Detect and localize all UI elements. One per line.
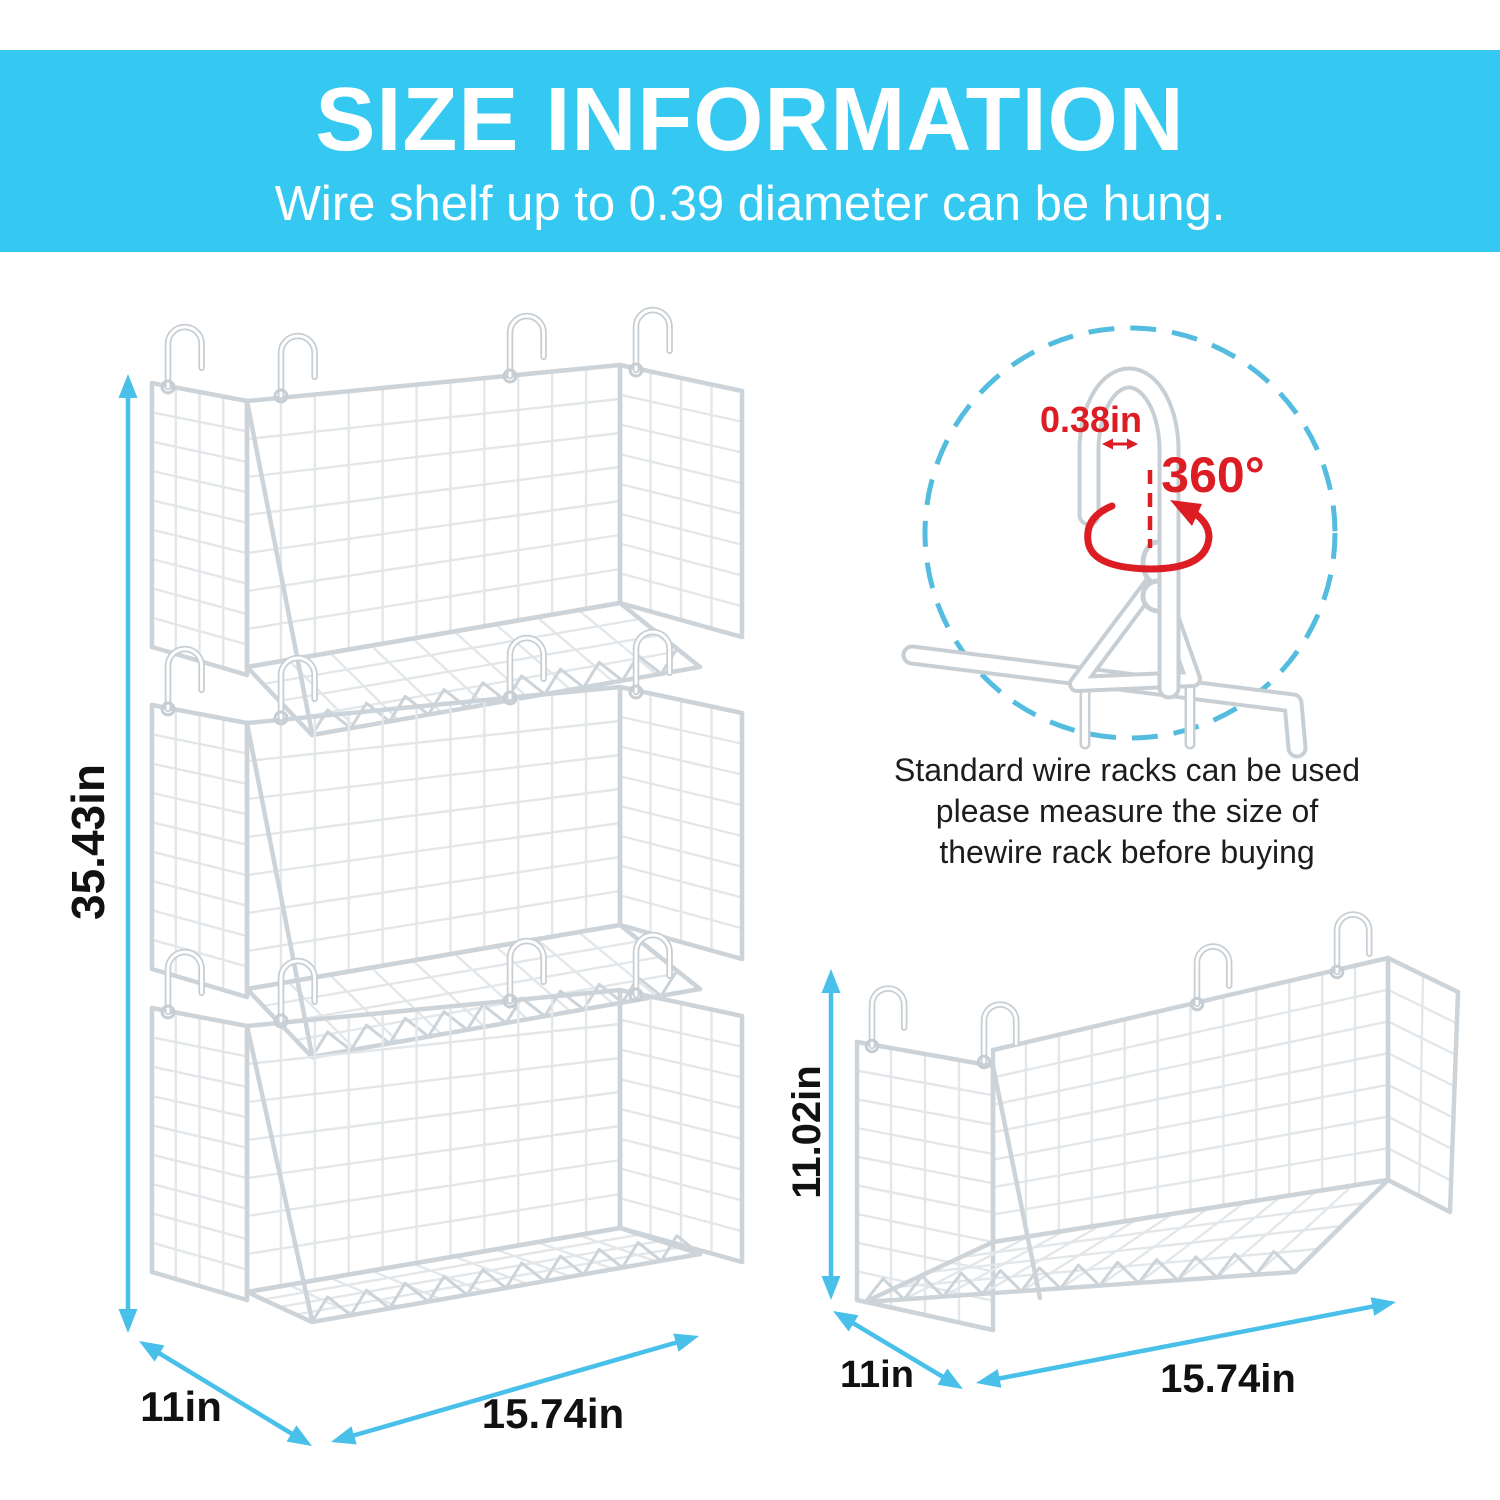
back-wall <box>247 687 620 989</box>
s-hook-icon <box>630 310 670 376</box>
banner-title: SIZE INFORMATION <box>315 70 1185 170</box>
banner <box>0 50 1500 252</box>
stacked-width-label: 15.74in <box>481 1390 625 1437</box>
left-wall <box>152 1008 247 1300</box>
hook-detail-illustration <box>912 328 1335 748</box>
stacked-height-label: 35.43in <box>62 764 115 920</box>
s-hook-icon <box>866 988 904 1051</box>
right-wall <box>620 365 742 637</box>
back-wall <box>993 958 1388 1242</box>
single-basket-illustration <box>857 915 1458 1331</box>
right-wall <box>1388 958 1458 1212</box>
stacked-baskets-illustration <box>152 310 742 1322</box>
hook-caption-line-1: Standard wire racks can be used <box>893 752 1361 788</box>
dimension-arrows <box>119 374 1397 1446</box>
back-wall <box>247 365 620 667</box>
right-wall <box>620 687 742 959</box>
single-depth-label: 11in <box>840 1354 914 1396</box>
diameter-arrow <box>1102 439 1138 450</box>
rotation-label: 360° <box>1161 447 1265 503</box>
hook-diameter-label: 0.38in <box>1039 399 1143 440</box>
hook-caption-line-2: please measure the size of <box>935 793 1319 829</box>
single-basket <box>857 915 1458 1331</box>
right-wall <box>620 990 742 1262</box>
single-height-label: 11.02in <box>785 1065 829 1199</box>
stacked-basket-tier-2 <box>152 632 742 1057</box>
left-wall <box>152 383 247 675</box>
left-wall <box>152 705 247 997</box>
s-hook-icon <box>275 336 315 402</box>
stacked-basket-tier-1 <box>152 310 742 735</box>
banner-subtitle: Wire shelf up to 0.39 diameter can be hung. <box>274 177 1226 231</box>
bottom-mesh <box>865 1180 1388 1302</box>
s-hook-icon <box>162 327 202 393</box>
hook-caption <box>777 750 1477 873</box>
s-hook-icon <box>978 1004 1016 1067</box>
stacked-depth-label: 11in <box>140 1383 222 1430</box>
single-width-label: 15.74in <box>1160 1357 1296 1401</box>
hook-caption-line-3: thewire rack before buying <box>939 834 1315 870</box>
stacked-height-arrow <box>119 374 138 1333</box>
s-hook-icon <box>162 952 202 1018</box>
front-brace <box>247 1026 312 1320</box>
